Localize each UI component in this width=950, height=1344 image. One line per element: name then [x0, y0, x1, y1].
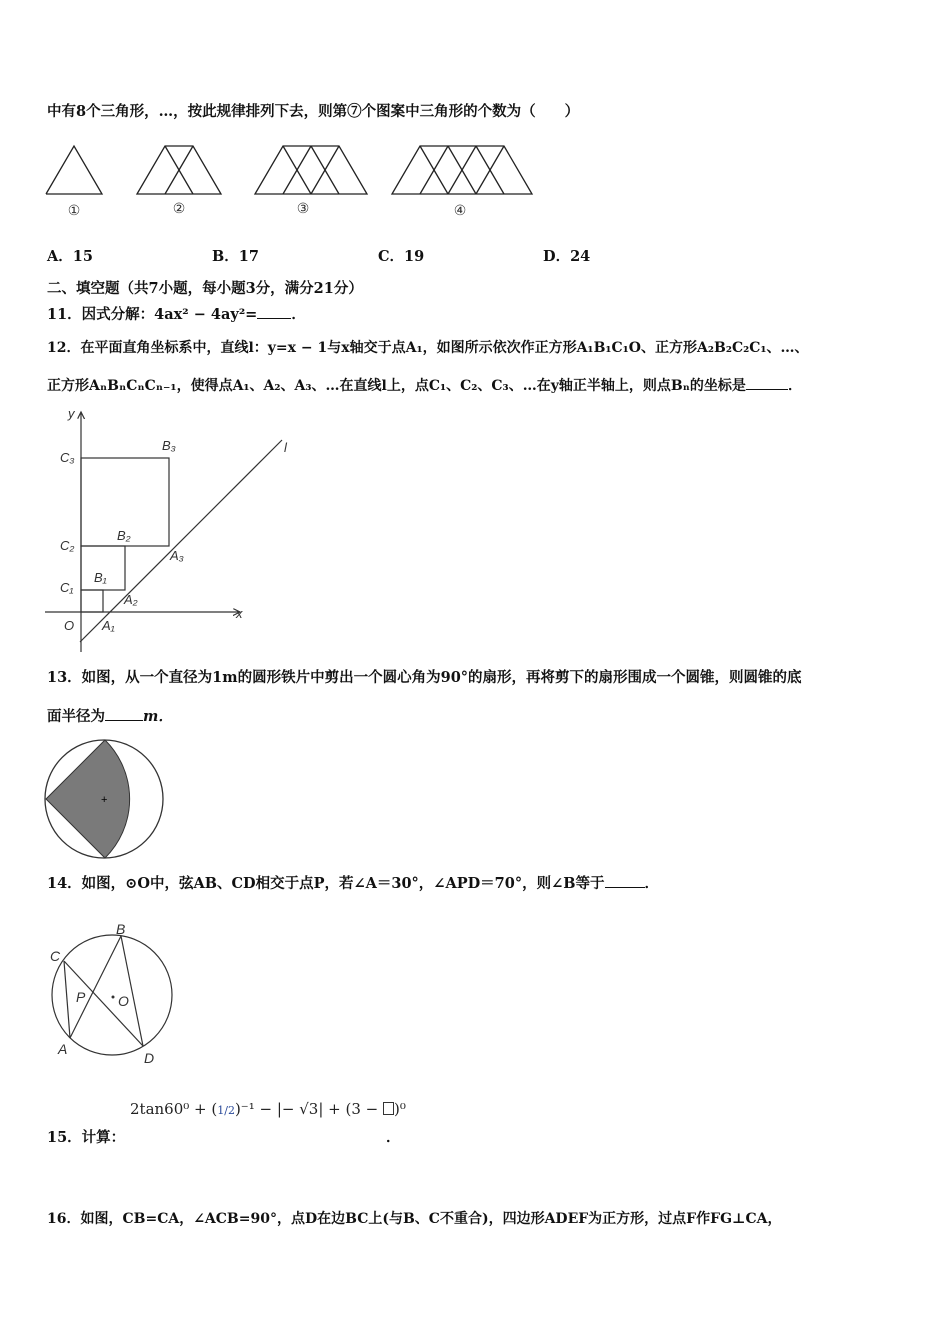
label-D: D — [144, 1050, 155, 1066]
label-C3: C₃ — [60, 450, 75, 465]
label-O: O — [118, 993, 129, 1009]
choice-a: A．15 — [47, 248, 93, 265]
label-A3: A₃ — [170, 548, 184, 563]
pattern-1 — [46, 146, 102, 194]
pattern-3 — [255, 146, 367, 194]
section-heading: 二、填空题（共7小题，每小题3分，满分21分） — [47, 280, 363, 297]
q11-text: 11．因式分解：4ax² − 4ay²= — [47, 306, 258, 323]
q11-tail: ． — [291, 306, 306, 323]
choice-d: D．24 — [543, 248, 591, 265]
label-B: B — [116, 921, 126, 937]
q11 — [47, 304, 306, 325]
q16-text: 16．如图，CB=CA，∠ACB=90°，点D在边BC上(与B、C不重合)，四边形ADEF为正方形，过点F作FG⊥CA， — [47, 1211, 782, 1227]
label-O: O — [64, 618, 75, 633]
q15-text: 15．计算： — [47, 1129, 126, 1146]
q13-line2 — [47, 706, 173, 727]
q12-line1: 12．在平面直角坐标系中，直线l：y=x − 1与x轴交于点A₁，如图所示依次作正方形A₁B₁C₁O、正方形A₂B₂C₂C₁、…、 — [47, 340, 809, 356]
chord-AB — [70, 936, 121, 1038]
square-1 — [81, 590, 103, 612]
triangle-pattern-figure — [40, 140, 540, 225]
segment-BD — [121, 936, 143, 1046]
label-l: l — [284, 440, 287, 455]
q13-line2-text: 面半径为 — [47, 708, 105, 725]
label-B2: B₂ — [117, 528, 131, 543]
q10-stem: 中有8个三角形，…，按此规律排列下去，则第⑦个图案中三角形的个数为（ ） — [47, 103, 580, 120]
center-mark: + — [101, 794, 108, 806]
label-y: y — [68, 406, 75, 421]
pattern-2 — [137, 146, 221, 194]
circle-sector-figure — [40, 737, 170, 862]
fig-label-4: ④ — [453, 202, 467, 218]
label-B1: B₁ — [94, 570, 107, 585]
fig-label-3: ③ — [296, 200, 310, 216]
answer-blank[interactable] — [605, 873, 645, 888]
label-A2: A₂ — [124, 592, 138, 607]
fig-label-2: ② — [172, 200, 186, 216]
q13-unit: m． — [143, 708, 173, 725]
q12-line2-text: 正方形AₙBₙCₙCₙ₋₁，使得点A₁、A₂、A₃、…在直线l上，点C₁、C₂、C₃、…在y轴正半轴上，则点Bₙ的坐标是 — [47, 378, 746, 394]
sector — [46, 740, 130, 858]
q14-text: 14．如图，⊙O中，弦AB、CD相交于点P，若∠A＝30°，∠APD＝70°，则∠B等于 — [47, 875, 605, 892]
label-x: x — [236, 606, 243, 621]
pattern-4 — [392, 146, 532, 194]
coordinate-square-figure — [40, 402, 300, 657]
q12-tail: ． — [787, 378, 802, 394]
answer-blank[interactable] — [105, 706, 143, 721]
label-C2: C₂ — [60, 538, 75, 553]
label-A1: A₁ — [102, 618, 115, 633]
choice-b: B．17 — [212, 248, 259, 265]
fig-label-1: ① — [67, 202, 81, 218]
label-B3: B₃ — [162, 438, 176, 453]
choice-c: C．19 — [378, 248, 425, 265]
label-P: P — [76, 989, 86, 1005]
answer-blank[interactable] — [746, 375, 788, 390]
label-A: A — [58, 1041, 68, 1057]
q15-period: ． — [386, 1129, 401, 1146]
q14-tail: ． — [644, 875, 660, 892]
circle-chords-figure — [40, 918, 185, 1068]
label-C: C — [50, 948, 61, 964]
q13-line1: 13．如图，从一个直径为1m的圆形铁片中剪出一个圆心角为90°的扇形，再将剪下的扇形围成一个圆锥，则圆锥的底 — [47, 669, 802, 686]
segment-AC — [64, 961, 70, 1038]
q14 — [47, 873, 659, 894]
label-C1: C₁ — [60, 580, 74, 595]
q12-line2 — [47, 375, 802, 396]
q15-formula: 2tan60⁰ + (1/2)⁻¹ − |− √3| + (3 − )⁰ — [130, 1100, 406, 1118]
answer-blank[interactable] — [257, 304, 291, 319]
